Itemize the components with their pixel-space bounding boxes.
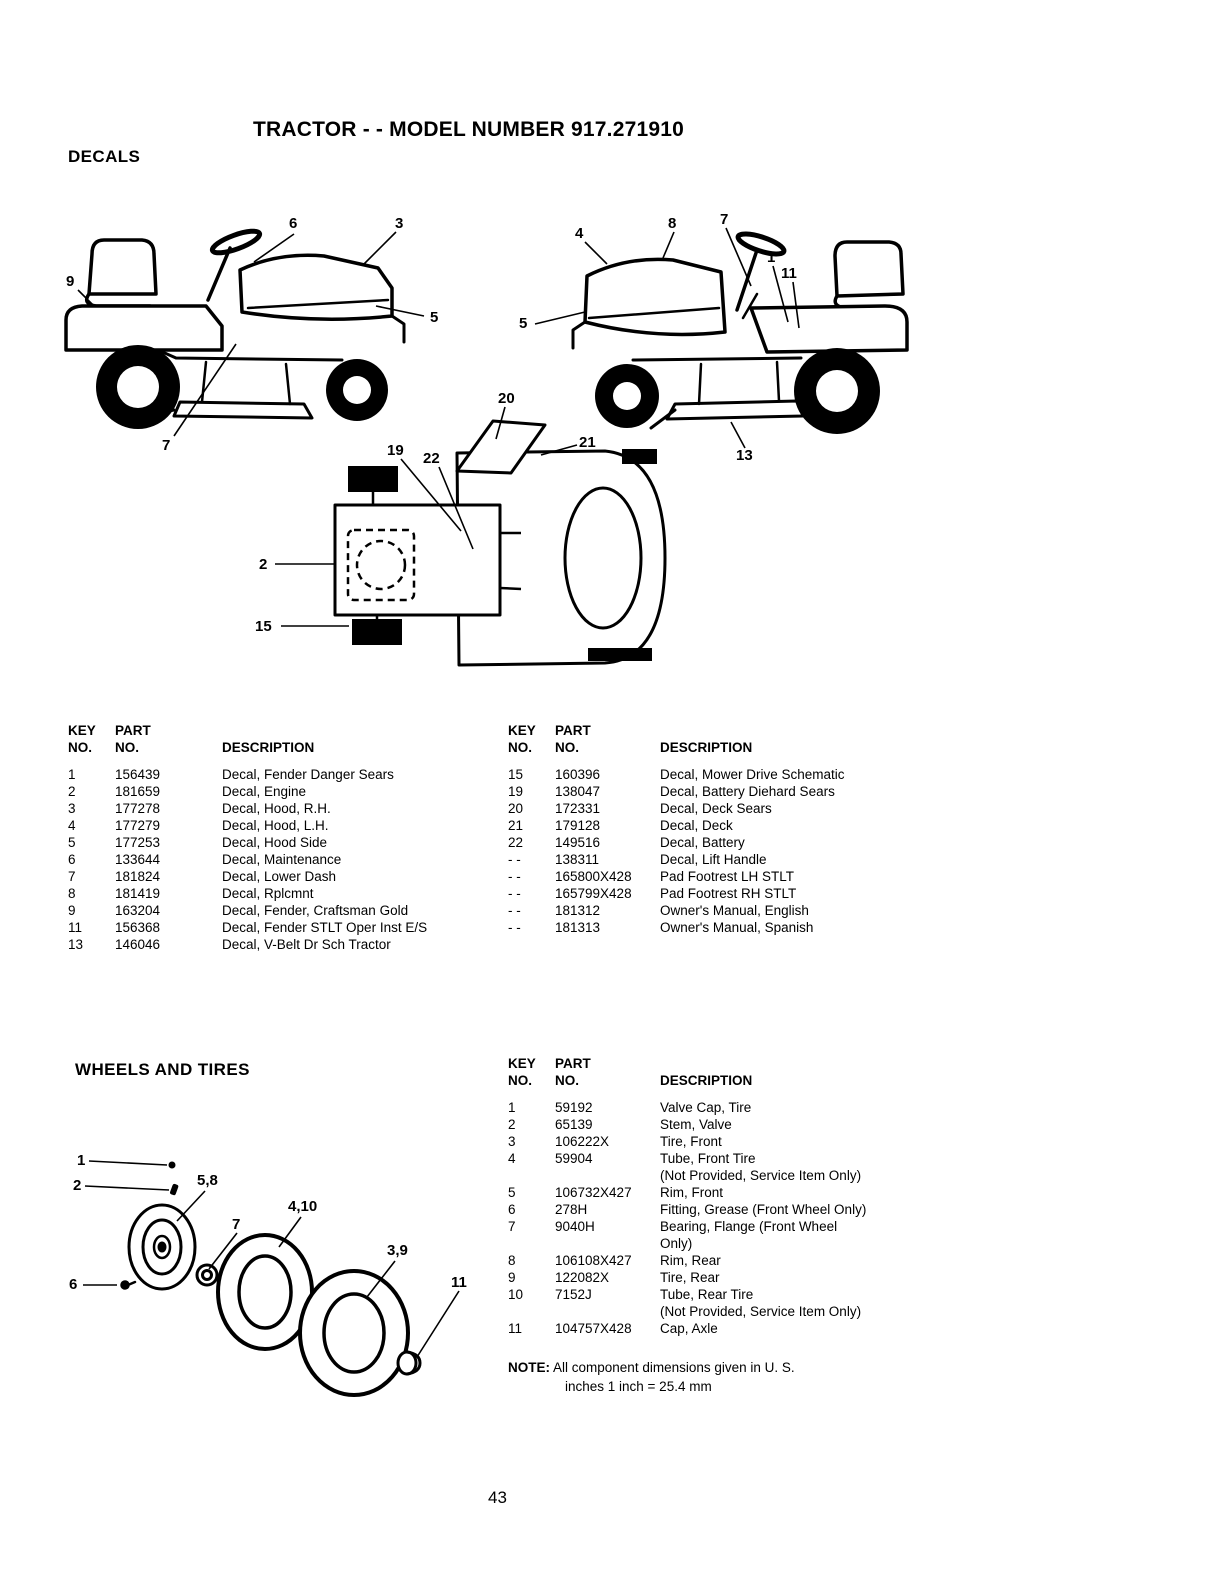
part-description: Valve Cap, Tire [660, 1100, 752, 1115]
note-text: All component dimensions given in U. S. [553, 1360, 795, 1375]
note-line2: inches 1 inch = 25.4 mm [565, 1379, 712, 1394]
part-number: 181312 [555, 903, 601, 918]
part-number: 106732X427 [555, 1185, 632, 1200]
part-number: 138311 [555, 852, 600, 867]
part-key: 11 [508, 1321, 523, 1336]
part-number: 146046 [115, 937, 161, 952]
part-number: 122082X [555, 1270, 610, 1285]
part-key: 8 [68, 886, 76, 901]
table-row [508, 834, 958, 851]
table-row [508, 919, 958, 936]
wheels-parts-table [508, 1055, 973, 1337]
table-row [68, 902, 493, 919]
callout-label: 9 [66, 273, 75, 290]
table-row [68, 868, 493, 885]
table-row [68, 885, 493, 902]
callout-label: 5,8 [197, 1172, 218, 1189]
column-header-description: DESCRIPTION [660, 740, 753, 755]
note-line1 [508, 1358, 968, 1377]
part-description: Decal, Rplcmnt [222, 886, 314, 901]
table-row [508, 851, 958, 868]
part-key: 19 [508, 784, 524, 799]
frame [335, 505, 500, 615]
part-number: 177278 [115, 801, 161, 816]
frame-rail [633, 358, 801, 360]
callout-label: 15 [255, 618, 272, 635]
callout-label: 11 [781, 265, 797, 282]
table-row [508, 1286, 973, 1320]
table-row [508, 1099, 973, 1116]
callout-label: 4 [575, 225, 584, 242]
table-row [508, 817, 958, 834]
part-description: Decal, Mower Drive Schematic [660, 767, 845, 782]
part-key: 3 [508, 1134, 516, 1149]
table-row [508, 885, 958, 902]
part-number: 65139 [555, 1117, 593, 1132]
part-description: Rim, Front [660, 1185, 724, 1200]
table-header [68, 722, 493, 756]
part-number: 278H [555, 1202, 588, 1217]
part-description: Rim, Rear [660, 1253, 721, 1268]
part-key: 13 [68, 937, 84, 952]
callout-label: 6 [69, 1276, 78, 1293]
part-number: 177253 [115, 835, 161, 850]
part-description: Decal, Battery Diehard Sears [660, 784, 835, 799]
column-header-description: DESCRIPTION [222, 740, 315, 755]
part-description: Owner's Manual, English [660, 903, 809, 918]
callout-label: 19 [387, 442, 404, 459]
callout-label: 13 [736, 447, 753, 464]
part-description: Decal, Hood, L.H. [222, 818, 329, 833]
decals-parts-table-left [68, 722, 493, 953]
table-header [508, 722, 958, 756]
part-description: Owner's Manual, Spanish [660, 920, 814, 935]
callout-label: 20 [498, 390, 515, 407]
part-number: 59192 [555, 1100, 593, 1115]
callout-label: 21 [579, 434, 596, 451]
part-key: 6 [68, 852, 76, 867]
part-description: Tire, Rear [660, 1270, 720, 1285]
callout-label: 6 [289, 215, 298, 232]
callout-label: 2 [73, 1177, 82, 1194]
part-key: 9 [68, 903, 76, 918]
note [508, 1358, 968, 1396]
part-description: Tube, Front Tire (Not Provided, Service Item Only) [660, 1151, 862, 1183]
part-number: 172331 [555, 801, 601, 816]
decals-parts-table-right [508, 722, 958, 936]
table-row [508, 783, 958, 800]
table-row [508, 1184, 973, 1201]
part-number: 181824 [115, 869, 161, 884]
part-description: Decal, Engine [222, 784, 307, 799]
column-header-key: KEY NO. [508, 1056, 536, 1088]
axle-cap [398, 1352, 420, 1374]
part-description: Decal, Battery [660, 835, 745, 850]
table-row [68, 817, 493, 834]
part-number: 106108X427 [555, 1253, 632, 1268]
part-key: 11 [68, 920, 83, 935]
part-key: 21 [508, 818, 524, 833]
part-number: 104757X428 [555, 1321, 632, 1336]
part-description: Decal, Deck [660, 818, 733, 833]
table-row [508, 800, 958, 817]
table-row [508, 1252, 973, 1269]
callout-label: 7 [162, 437, 171, 454]
part-key: 7 [508, 1219, 516, 1234]
table-row [68, 766, 493, 783]
hood [573, 259, 725, 348]
part-number: 181659 [115, 784, 161, 799]
part-number: 177279 [115, 818, 161, 833]
valve-parts [169, 1162, 179, 1196]
part-description: Decal, Maintenance [222, 852, 342, 867]
table-row [508, 868, 958, 885]
note-label: NOTE: [508, 1360, 550, 1375]
part-number: 181313 [555, 920, 601, 935]
table-row [508, 1150, 973, 1184]
rear-fender [751, 306, 907, 352]
part-description: Decal, Hood Side [222, 835, 328, 850]
callout-label: 4,10 [288, 1198, 318, 1215]
wheels-exploded-diagram [55, 1135, 485, 1440]
part-description: Fitting, Grease (Front Wheel Only) [660, 1202, 867, 1217]
part-key: 9 [508, 1270, 516, 1285]
part-number: 7152J [555, 1287, 592, 1302]
flange-bearing [197, 1265, 217, 1285]
column-header-part: PART NO. [115, 723, 151, 755]
part-number: 133644 [115, 852, 161, 867]
part-description: Decal, Lift Handle [660, 852, 767, 867]
part-key: 10 [508, 1287, 524, 1302]
table-row [508, 1320, 973, 1337]
part-key: 2 [508, 1117, 516, 1132]
callout-label: 7 [720, 211, 729, 228]
callout-label: 1 [77, 1152, 86, 1169]
part-key: - - [508, 920, 521, 935]
part-key: - - [508, 903, 521, 918]
table-row [508, 766, 958, 783]
hood [240, 255, 404, 342]
callout-label: 1 [767, 249, 776, 266]
table-row [508, 1269, 973, 1286]
column-header-part: PART NO. [555, 723, 591, 755]
part-key: 4 [68, 818, 76, 833]
part-number: 156439 [115, 767, 161, 782]
front-tire [218, 1235, 312, 1349]
callout-label: 3 [395, 215, 404, 232]
table-body [508, 1099, 973, 1337]
column-header-key: KEY NO. [68, 723, 96, 755]
part-key: - - [508, 886, 521, 901]
part-description: Stem, Valve [660, 1117, 732, 1132]
part-key: - - [508, 852, 521, 867]
part-key: 1 [68, 767, 76, 782]
callout-label: 5 [430, 309, 439, 326]
table-row [68, 783, 493, 800]
part-description: Bearing, Flange (Front Wheel Only) [660, 1219, 838, 1251]
table-header [508, 1055, 973, 1089]
callout-label: 5 [519, 315, 528, 332]
page-number: 43 [488, 1488, 507, 1507]
part-description: Pad Footrest RH STLT [660, 886, 797, 901]
callout-label: 8 [668, 215, 677, 232]
part-number: 163204 [115, 903, 161, 918]
table-body [508, 766, 958, 936]
rear-wheel [794, 348, 880, 434]
part-number: 9040H [555, 1219, 595, 1234]
table-row [508, 1116, 973, 1133]
part-key: 5 [508, 1185, 516, 1200]
part-key: 15 [508, 767, 524, 782]
page-title: TRACTOR - - MODEL NUMBER 917.271910 [253, 118, 684, 141]
part-number: 156368 [115, 920, 161, 935]
callout-label: 2 [259, 556, 268, 573]
part-key: 3 [68, 801, 76, 816]
part-number: 138047 [555, 784, 601, 799]
rear-wheel [96, 345, 180, 429]
part-key: 22 [508, 835, 524, 850]
table-row [68, 936, 493, 953]
chassis-top-view-diagram [253, 383, 695, 681]
table-row [508, 1133, 973, 1150]
seat [87, 240, 156, 306]
part-description: Decal, V-Belt Dr Sch Tractor [222, 937, 391, 952]
part-number: 59904 [555, 1151, 593, 1166]
part-key: - - [508, 869, 521, 884]
table-row [508, 902, 958, 919]
part-key: 6 [508, 1202, 516, 1217]
part-key: 5 [68, 835, 76, 850]
part-number: 181419 [115, 886, 161, 901]
callout-label: 3,9 [387, 1242, 408, 1259]
callout-label: 11 [451, 1274, 467, 1291]
valve-stem [169, 1183, 178, 1195]
part-description: Cap, Axle [660, 1321, 718, 1336]
part-number: 106222X [555, 1134, 610, 1149]
part-description: Decal, Hood, R.H. [222, 801, 331, 816]
callout-label: 22 [423, 450, 440, 467]
column-header-part: PART NO. [555, 1056, 591, 1088]
part-description: Decal, Fender STLT Oper Inst E/S [222, 920, 428, 935]
column-header-description: DESCRIPTION [660, 1073, 753, 1088]
part-key: 2 [68, 784, 76, 799]
part-key: 1 [508, 1100, 516, 1115]
part-description: Tube, Rear Tire (Not Provided, Service Item Only) [660, 1287, 862, 1319]
table-body [68, 766, 493, 953]
part-description: Decal, Fender Danger Sears [222, 767, 394, 782]
part-number: 179128 [555, 818, 601, 833]
rear-fender [66, 306, 222, 350]
table-row [68, 800, 493, 817]
part-key: 7 [68, 869, 76, 884]
table-row [68, 919, 493, 936]
part-description: Tire, Front [660, 1134, 722, 1149]
part-key: 20 [508, 801, 524, 816]
part-number: 160396 [555, 767, 601, 782]
decals-heading: DECALS [68, 147, 141, 166]
table-row [508, 1201, 973, 1218]
callout-label: 7 [232, 1216, 241, 1233]
part-description: Decal, Lower Dash [222, 869, 337, 884]
part-key: 4 [508, 1151, 516, 1166]
part-key: 8 [508, 1253, 516, 1268]
part-description: Decal, Fender, Craftsman Gold [222, 903, 409, 918]
rear-tire [300, 1271, 408, 1395]
valve-cap [169, 1162, 176, 1169]
column-header-key: KEY NO. [508, 723, 536, 755]
part-description: Pad Footrest LH STLT [660, 869, 795, 884]
part-number: 165800X428 [555, 869, 632, 884]
seat [835, 242, 903, 308]
table-row [68, 851, 493, 868]
table-row [68, 834, 493, 851]
front-rim [129, 1205, 195, 1289]
grease-fitting [122, 1282, 136, 1289]
part-number: 149516 [555, 835, 601, 850]
wheels-heading: WHEELS AND TIRES [75, 1060, 250, 1079]
part-description: Decal, Deck Sears [660, 801, 772, 816]
part-number: 165799X428 [555, 886, 632, 901]
table-row [508, 1218, 973, 1252]
